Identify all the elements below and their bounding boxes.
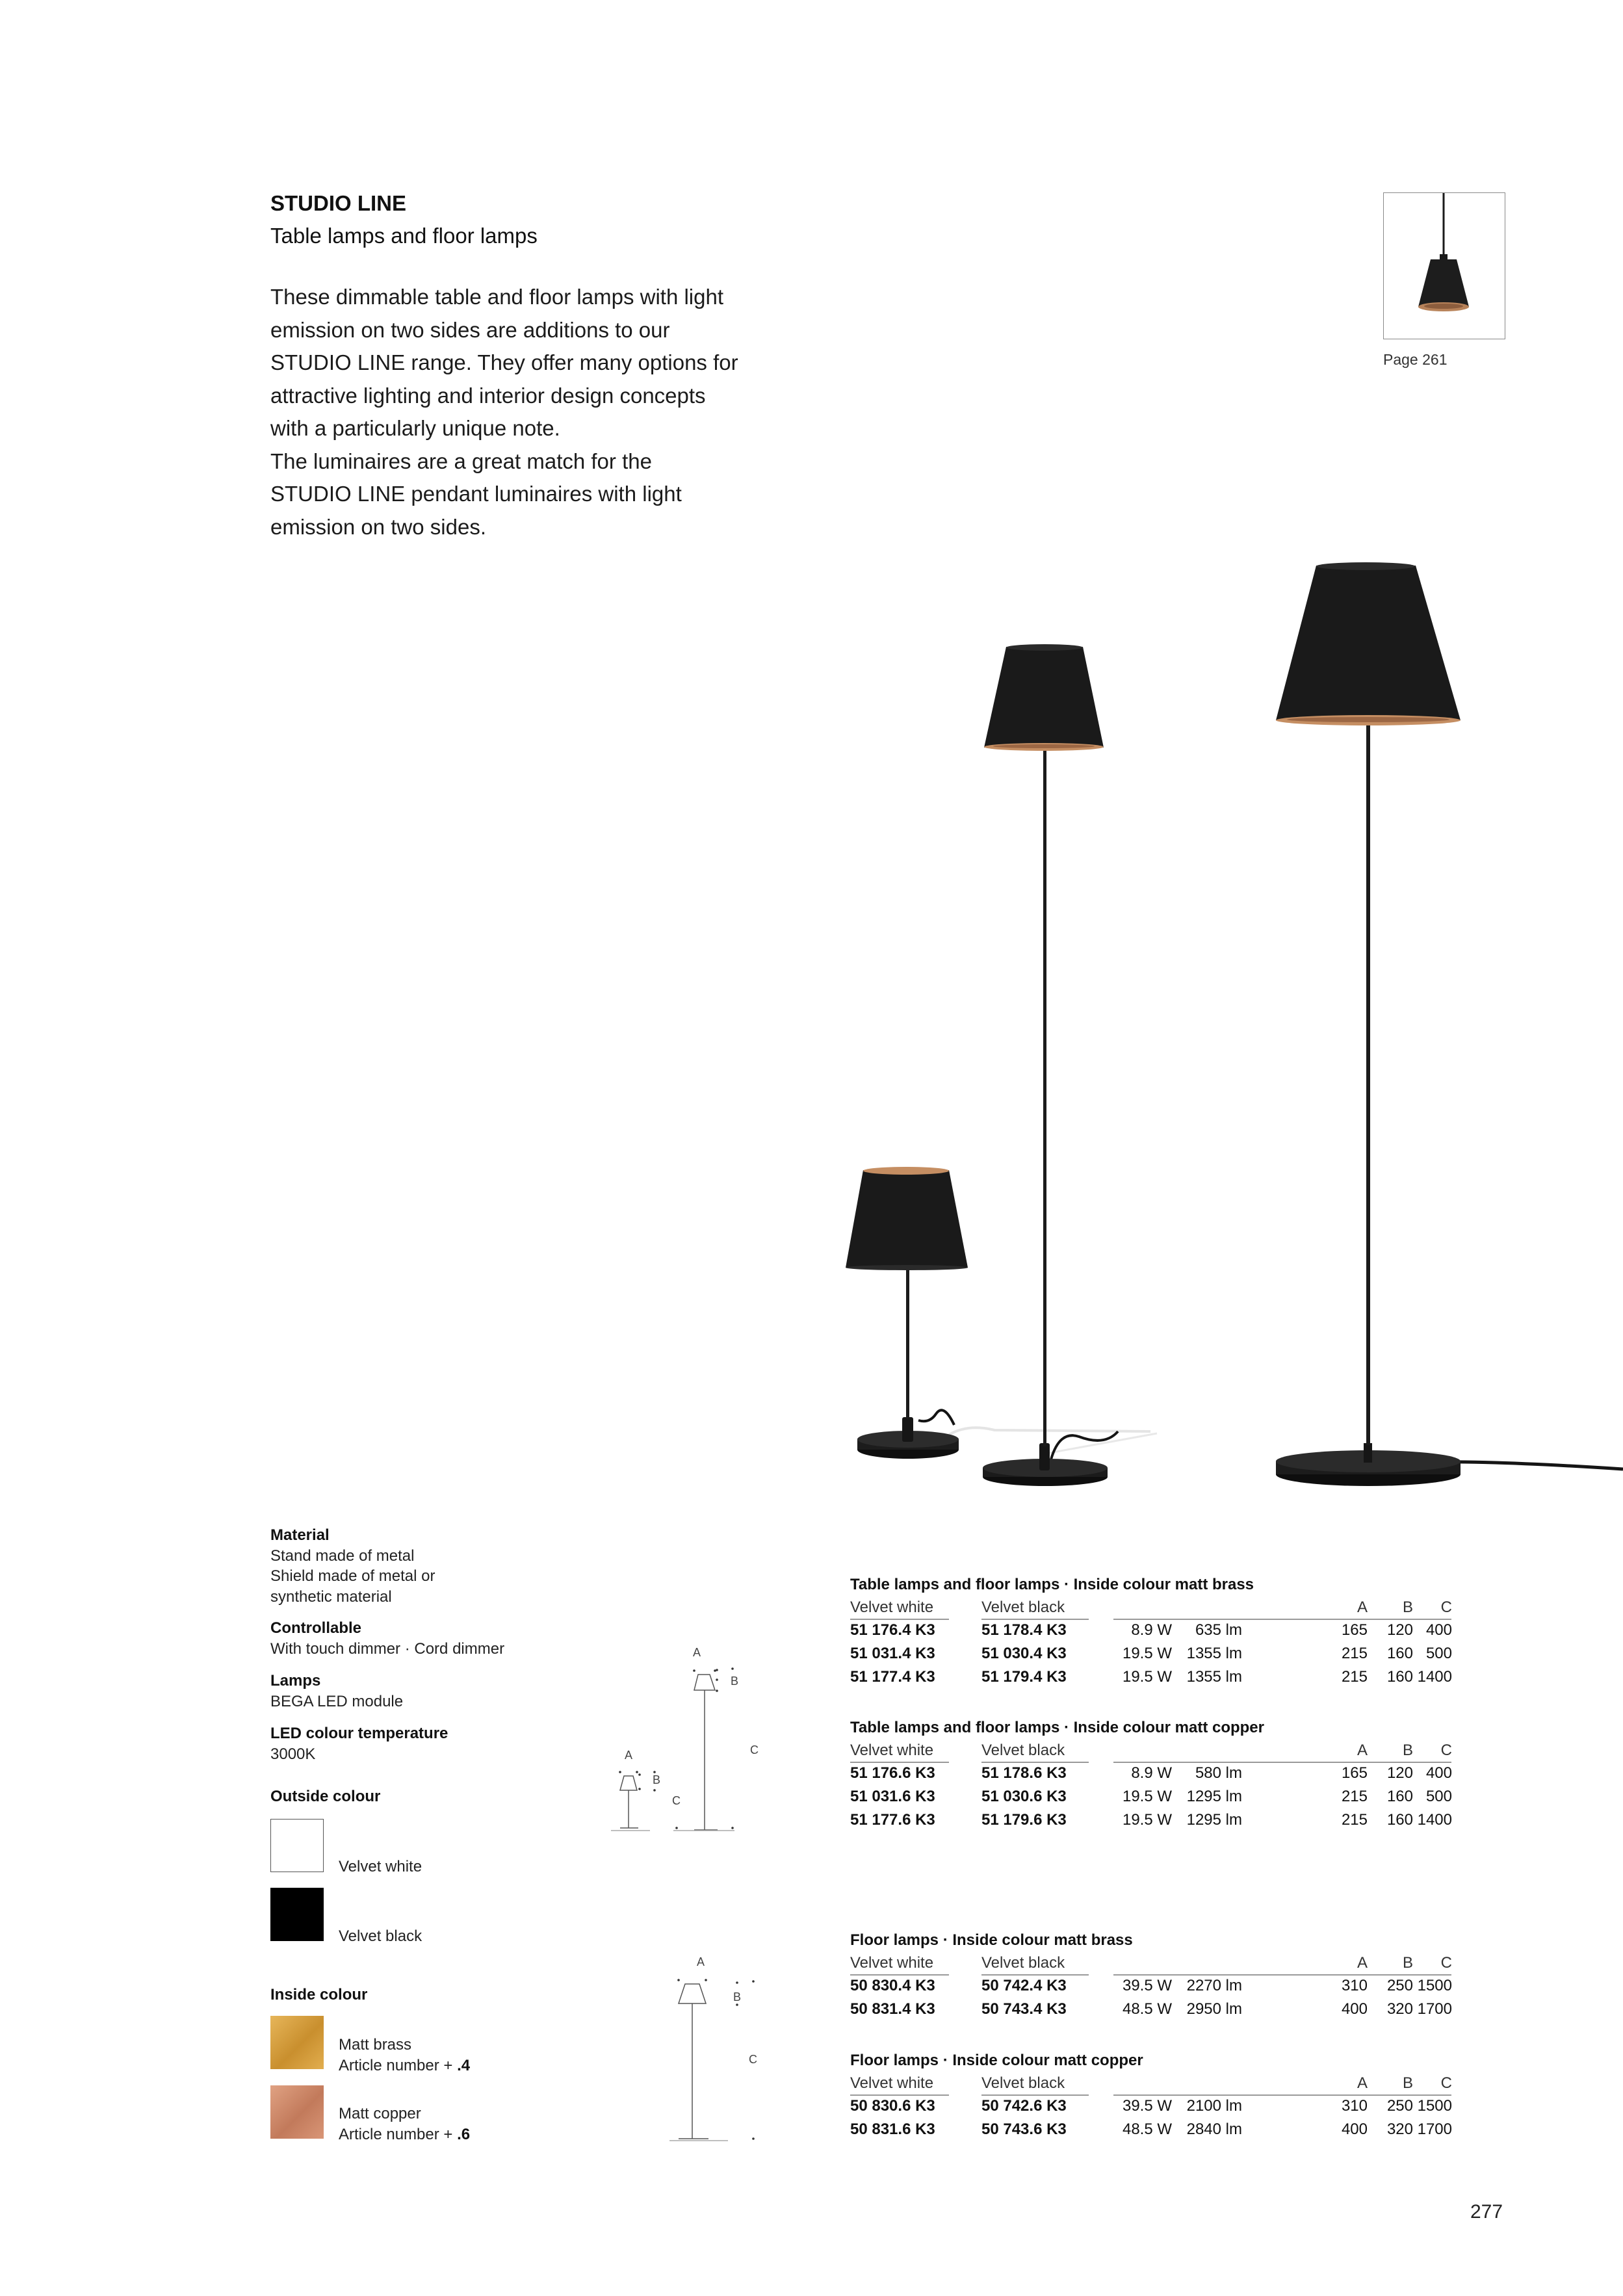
table-title: Table lamps and floor lamps · Inside colour matt copper (850, 1719, 1264, 1736)
reference-page-caption: Page 261 (1383, 351, 1448, 368)
dim-b-label-1: B (731, 1675, 739, 1688)
dim-c: 1400 (1417, 1668, 1452, 1686)
dim-b-label-2: B (653, 1773, 661, 1786)
matt-brass-name: Matt brass (339, 2036, 412, 2054)
matt-copper-article (339, 2124, 470, 2145)
controllable-line: With touch dimmer · Cord dimmer (270, 1639, 505, 1658)
article-black: 51 030.6 K3 (981, 1788, 1067, 1805)
col-velvet-black: Velvet black (981, 1952, 1089, 1976)
lamps-section (270, 1671, 403, 1712)
article-black: 51 178.4 K3 (981, 1621, 1067, 1639)
col-c: C (1440, 1742, 1452, 1759)
table-row (850, 1808, 1455, 1832)
col-velvet-white: Velvet white (850, 1740, 949, 1763)
dim-b: 250 (1386, 1977, 1413, 1994)
table-row (850, 1665, 1455, 1689)
outside-colour-heading: Outside colour (270, 1788, 381, 1805)
table-brass-table-floor (850, 1573, 1455, 1689)
lumen: 1355 lm (1186, 1668, 1242, 1686)
controllable-heading: Controllable (270, 1619, 362, 1637)
col-velvet-white: Velvet white (850, 1952, 949, 1976)
dim-c: 400 (1425, 1764, 1452, 1782)
matt-brass-label (339, 2035, 470, 2076)
col-velvet-white: Velvet white (850, 1597, 949, 1620)
table-header-row (850, 1740, 1455, 1762)
table-brass-floor (850, 1929, 1455, 2021)
lamp-illustration (832, 546, 1623, 1495)
article-white: 51 177.6 K3 (850, 1811, 935, 1829)
table-title: Floor lamps · Inside colour matt brass (850, 1931, 1133, 1949)
swatch-matt-brass (270, 2016, 324, 2069)
article-black: 51 178.6 K3 (981, 1764, 1067, 1782)
table-row (850, 2118, 1455, 2141)
material-line-1: Stand made of metal (270, 1546, 415, 1565)
velvet-white-label: Velvet white (339, 1858, 422, 1875)
inside-colour-heading: Inside colour (270, 1986, 368, 2003)
lumen: 635 lm (1195, 1621, 1242, 1639)
led-heading: LED colour temperature (270, 1725, 448, 1742)
table-copper-table-floor (850, 1716, 1455, 1832)
lumen: 1355 lm (1186, 1645, 1242, 1662)
matt-copper-label (339, 2104, 470, 2145)
material-section (270, 1525, 435, 1607)
material-heading: Material (270, 1526, 330, 1544)
col-a: A (1357, 1598, 1368, 1616)
dim-b: 320 (1386, 2000, 1413, 2018)
col-velvet-white: Velvet white (850, 2072, 949, 2096)
article-black: 51 030.4 K3 (981, 1645, 1067, 1662)
matt-copper-name: Matt copper (339, 2105, 421, 2122)
inside-colour-section (270, 1985, 367, 2005)
wattage: 39.5 W (1122, 1977, 1172, 1994)
article-white: 50 830.4 K3 (850, 1977, 935, 1994)
dim-c: 1700 (1417, 2000, 1452, 2018)
table-row (850, 1998, 1455, 2021)
swatch-velvet-white (270, 1819, 324, 1872)
dim-b-label-3: B (733, 1990, 742, 2003)
col-velvet-black: Velvet black (981, 1597, 1089, 1620)
dim-a-label-2: A (625, 1749, 633, 1762)
dim-a: 215 (1341, 1645, 1368, 1662)
velvet-black-label: Velvet black (339, 1927, 422, 1945)
col-b: B (1402, 1742, 1413, 1759)
copper-article-text: Article number + (339, 2125, 458, 2143)
dim-b: 320 (1386, 2120, 1413, 2138)
article-black: 50 743.4 K3 (981, 2000, 1067, 2018)
dim-a: 165 (1341, 1621, 1368, 1639)
lumen: 1295 lm (1186, 1811, 1242, 1829)
table-header-row (850, 2072, 1455, 2094)
table-row (850, 2094, 1455, 2118)
lumen: 1295 lm (1186, 1788, 1242, 1805)
dim-c: 500 (1425, 1645, 1452, 1662)
article-white: 51 031.4 K3 (850, 1645, 935, 1662)
lumen: 2950 lm (1186, 2000, 1242, 2018)
col-velvet-black: Velvet black (981, 1740, 1089, 1763)
dim-a: 310 (1341, 1977, 1368, 1994)
controllable-section (270, 1618, 504, 1659)
dim-b: 120 (1386, 1764, 1413, 1782)
outside-colour-section (270, 1786, 380, 1807)
dim-b: 160 (1386, 1645, 1413, 1662)
dim-c: 400 (1425, 1621, 1452, 1639)
led-line: 3000K (270, 1745, 316, 1763)
col-c: C (1440, 1954, 1452, 1972)
table-copper-floor (850, 2049, 1455, 2141)
dim-a-label-1: A (693, 1646, 701, 1659)
col-b: B (1402, 1598, 1413, 1616)
matt-brass-article (339, 2055, 470, 2076)
dimension-drawing-floor-lamps (669, 1963, 773, 2145)
col-velvet-black: Velvet black (981, 2072, 1089, 2096)
pendant-lamp-image (1384, 193, 1504, 338)
article-black: 50 743.6 K3 (981, 2120, 1067, 2138)
lumen: 2270 lm (1186, 1977, 1242, 1994)
pendant-reference-thumbnail[interactable] (1383, 192, 1505, 339)
dim-c-label-3: C (749, 2053, 757, 2066)
lumen: 580 lm (1195, 1764, 1242, 1782)
intro-paragraph-1: These dimmable table and floor lamps with light emission on two sides are additions to our STUDIO LINE range. They offer many options for attractive lighting and interior design concepts with a particularly unique note. (270, 285, 738, 440)
dim-b: 120 (1386, 1621, 1413, 1639)
article-white: 51 177.4 K3 (850, 1668, 935, 1686)
col-c: C (1440, 2074, 1452, 2092)
dim-b: 160 (1386, 1811, 1413, 1829)
dim-a: 215 (1341, 1811, 1368, 1829)
dim-a: 400 (1341, 2120, 1368, 2138)
page-subtitle: Table lamps and floor lamps (270, 224, 538, 248)
led-section (270, 1723, 448, 1764)
wattage: 19.5 W (1122, 1811, 1172, 1829)
article-white: 50 831.4 K3 (850, 2000, 935, 2018)
copper-article-suffix: .6 (457, 2125, 471, 2143)
table-title: Floor lamps · Inside colour matt copper (850, 2052, 1143, 2069)
lamps-heading: Lamps (270, 1672, 321, 1689)
article-black: 50 742.6 K3 (981, 2097, 1067, 2115)
wattage: 48.5 W (1122, 2120, 1172, 2138)
dim-c: 1700 (1417, 2120, 1452, 2138)
page-number: 277 (1470, 2201, 1503, 2223)
article-black: 51 179.6 K3 (981, 1811, 1067, 1829)
wattage: 39.5 W (1122, 2097, 1172, 2115)
dim-c-label-2: C (672, 1794, 681, 1807)
dim-a: 310 (1341, 2097, 1368, 2115)
dim-a: 165 (1341, 1764, 1368, 1782)
table-title: Table lamps and floor lamps · Inside colour matt brass (850, 1576, 1254, 1593)
dimension-drawing-table-lamps (611, 1651, 767, 1840)
lamps-line: BEGA LED module (270, 1692, 404, 1710)
col-b: B (1402, 1954, 1413, 1972)
wattage: 48.5 W (1122, 2000, 1172, 2018)
wattage: 8.9 W (1131, 1621, 1172, 1639)
dim-c: 1500 (1417, 1977, 1452, 1994)
table-header-row (850, 1952, 1455, 1974)
dim-b: 250 (1386, 2097, 1413, 2115)
col-a: A (1357, 1742, 1368, 1759)
dim-b: 160 (1386, 1668, 1413, 1686)
lumen: 2840 lm (1186, 2120, 1242, 2138)
wattage: 19.5 W (1122, 1668, 1172, 1686)
brass-article-suffix: .4 (457, 2056, 471, 2074)
dim-c: 1500 (1417, 2097, 1452, 2115)
dim-c: 1400 (1417, 1811, 1452, 1829)
table-row (850, 1762, 1455, 1785)
wattage: 19.5 W (1122, 1645, 1172, 1662)
dim-a: 215 (1341, 1668, 1368, 1686)
table-row (850, 1619, 1455, 1642)
dim-a: 215 (1341, 1788, 1368, 1805)
swatch-matt-copper (270, 2085, 324, 2139)
article-white: 51 176.4 K3 (850, 1621, 935, 1639)
col-a: A (1357, 1954, 1368, 1972)
lumen: 2100 lm (1186, 2097, 1242, 2115)
article-white: 51 176.6 K3 (850, 1764, 935, 1782)
article-black: 50 742.4 K3 (981, 1977, 1067, 1994)
article-white: 50 831.6 K3 (850, 2120, 935, 2138)
swatch-velvet-black (270, 1888, 324, 1941)
dim-c-label-1: C (750, 1743, 759, 1756)
col-a: A (1357, 2074, 1368, 2092)
wattage: 8.9 W (1131, 1764, 1172, 1782)
table-header-row (850, 1597, 1455, 1619)
article-white: 51 031.6 K3 (850, 1788, 935, 1805)
article-white: 50 830.6 K3 (850, 2097, 935, 2115)
col-b: B (1402, 2074, 1413, 2092)
intro-text (270, 281, 738, 543)
material-line-3: synthetic material (270, 1587, 392, 1606)
table-row (850, 1642, 1455, 1665)
intro-paragraph-2: The luminaires are a great match for the STUDIO LINE pendant luminaires with light emission on two sides. (270, 449, 682, 539)
wattage: 19.5 W (1122, 1788, 1172, 1805)
col-c: C (1440, 1598, 1452, 1616)
dim-b: 160 (1386, 1788, 1413, 1805)
table-row (850, 1974, 1455, 1998)
dim-a-label-3: A (697, 1955, 705, 1968)
table-row (850, 1785, 1455, 1808)
material-line-2: Shield made of metal or (270, 1567, 435, 1585)
article-black: 51 179.4 K3 (981, 1668, 1067, 1686)
brass-article-text: Article number + (339, 2056, 458, 2074)
dim-c: 500 (1425, 1788, 1452, 1805)
page-title: STUDIO LINE (270, 191, 407, 215)
dim-a: 400 (1341, 2000, 1368, 2018)
